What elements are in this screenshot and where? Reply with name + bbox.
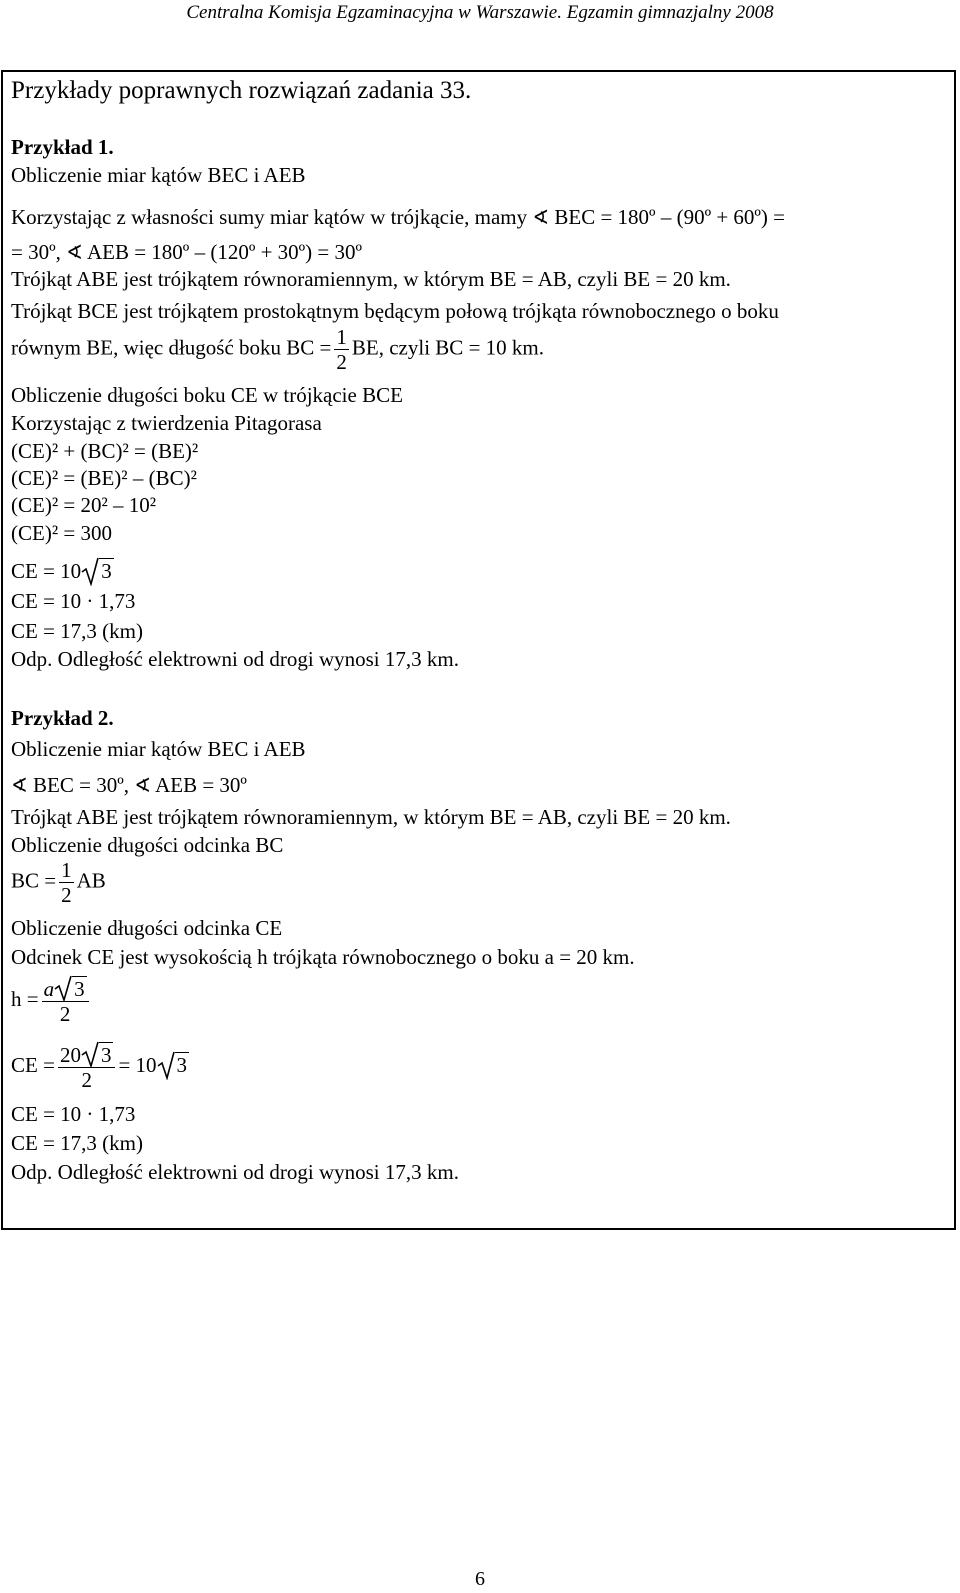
root-argument: 3: [176, 1052, 188, 1077]
fraction-denominator: 2: [61, 883, 72, 907]
root-argument: 3: [100, 1043, 112, 1067]
ex1-text: AEB = 180º – (120º + 30º) = 30º: [86, 240, 363, 264]
ex2-line: [11, 1042, 189, 1092]
fraction: [59, 858, 74, 907]
ex2-text: CE =: [11, 1052, 55, 1077]
example-2-heading: Przykład 2.: [11, 706, 114, 730]
ex2-line: [11, 976, 92, 1026]
root-sign-icon: [81, 554, 99, 586]
square-root: [157, 1052, 190, 1078]
ex2-line: CE = 17,3 (km): [11, 1131, 143, 1155]
fraction-numerator: [42, 976, 89, 1002]
ex1-line: (CE)² = 20² – 10²: [11, 493, 157, 517]
ex2-line: Trójkąt ABE jest trójkątem równoramiennym, w którym BE = AB, czyli BE = 20 km.: [11, 805, 731, 829]
ex1-answer: Odp. Odległość elektrowni od drogi wynosi 17,3 km.: [11, 647, 459, 671]
fraction-denominator: 2: [336, 350, 347, 374]
ex2-text: BEC = 30º,: [33, 773, 129, 797]
angle-icon: ∢: [66, 242, 83, 264]
ex1-line: [11, 325, 544, 374]
ex2-text: = 10: [118, 1052, 157, 1077]
ex1-line: (CE)² = 300: [11, 521, 112, 545]
ex1-line: (CE)² = (BE)² – (BC)²: [11, 466, 197, 490]
fraction-denominator: 2: [59, 1002, 71, 1026]
example-1-heading: Przykład 1.: [11, 135, 114, 159]
ex1-text: BEC = 180º – (90º + 60º) =: [554, 205, 786, 229]
ex2-text: AEB = 30º: [155, 773, 247, 797]
root-sign-icon: [81, 1038, 99, 1068]
ex2-line: [11, 772, 247, 799]
fraction: [334, 325, 349, 374]
ex2-answer: Odp. Odległość elektrowni od drogi wynosi 17,3 km.: [11, 1160, 459, 1184]
ex2-text: BC =: [11, 868, 57, 893]
fraction: [42, 976, 89, 1026]
ex1-line: CE = 17,3 (km): [11, 619, 143, 643]
ex1-line: CE = 10 · 1,73: [11, 589, 136, 613]
fraction-numerator: [58, 1042, 116, 1068]
angle-icon: ∢: [11, 775, 28, 797]
ex1-line: (CE)² + (BC)² = (BE)²: [11, 439, 199, 463]
ex2-text: AB: [76, 868, 106, 893]
angle-icon: ∢: [532, 207, 550, 229]
ex1-line: [11, 204, 785, 231]
root-argument: 3: [74, 977, 85, 1001]
ex2-line: Obliczenie długości odcinka CE: [11, 916, 283, 940]
page-number: 6: [475, 1568, 485, 1590]
ex2-line: Odcinek CE jest wysokością h trójkąta równobocznego o boku a = 20 km.: [11, 945, 635, 969]
ex1-line: Obliczenie długości boku CE w trójkącie BCE: [11, 383, 403, 407]
fraction-numerator: 1: [336, 325, 347, 349]
root-sign-icon: [54, 972, 72, 1002]
ex1-line: Obliczenie miar kątów BEC i AEB: [11, 163, 306, 187]
ex1-line: Trójkąt ABE jest trójkątem równoramiennym, w którym BE = AB, czyli BE = 20 km.: [11, 267, 731, 291]
ex1-text: BE, czyli BC = 10 km.: [351, 335, 544, 360]
square-root: [81, 1042, 114, 1067]
ex1-text: = 30º,: [11, 240, 61, 264]
ex1-text: Korzystając z własności sumy miar kątów w trójkącie, mamy: [11, 205, 528, 229]
solutions-box: [1, 70, 956, 1230]
fraction: [58, 1042, 116, 1092]
ex1-text: CE = 10: [11, 559, 82, 583]
ex2-text: h =: [11, 986, 39, 1011]
angle-icon: ∢: [134, 775, 151, 797]
numerator-coefficient: 20: [59, 1043, 81, 1067]
ex1-line: Korzystając z twierdzenia Pitagorasa: [11, 411, 322, 435]
page-title: Przykłady poprawnych rozwiązań zadania 33.: [11, 77, 472, 104]
ex1-line: [11, 239, 362, 266]
ex1-text: równym BE, więc długość boku BC =: [11, 335, 332, 360]
ex1-line: [11, 558, 114, 584]
square-root: [81, 558, 114, 584]
page-header: Centralna Komisja Egzaminacyjna w Warszawie. Egzamin gimnazjalny 2008: [186, 2, 774, 23]
fraction-numerator: 1: [61, 858, 72, 882]
ex1-line: Trójkąt BCE jest trójkątem prostokątnym będącym połową trójkąta równobocznego o boku: [11, 299, 779, 323]
ex2-line: Obliczenie miar kątów BEC i AEB: [11, 737, 306, 761]
ex2-line: [11, 858, 106, 907]
variable-a: a: [43, 977, 55, 1001]
root-argument: 3: [101, 559, 112, 583]
root-sign-icon: [157, 1048, 175, 1080]
square-root: [54, 976, 87, 1001]
fraction-denominator: 2: [81, 1068, 92, 1092]
ex2-line: CE = 10 · 1,73: [11, 1102, 136, 1126]
ex2-line: Obliczenie długości odcinka BC: [11, 833, 284, 857]
